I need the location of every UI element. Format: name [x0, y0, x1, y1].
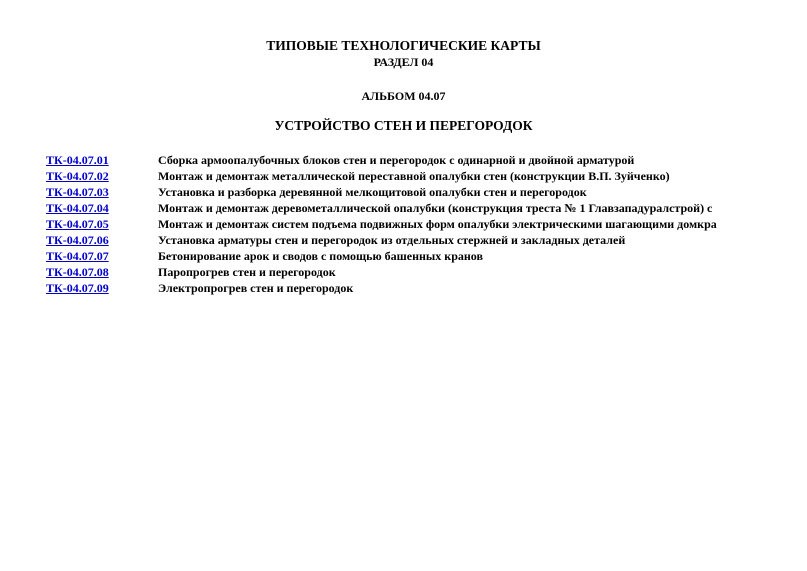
toc-link[interactable]: ТК-04.07.04: [46, 201, 109, 215]
document-header: [0, 38, 807, 69]
table-of-contents: [46, 152, 770, 296]
toc-description: Монтаж и демонтаж металлической переставной опалубки стен (конструкции В.П. Зуйченко): [158, 169, 670, 183]
main-title: ТИПОВЫЕ ТЕХНОЛОГИЧЕСКИЕ КАРТЫ: [266, 38, 541, 53]
toc-item: [46, 184, 770, 200]
toc-link[interactable]: ТК-04.07.07: [46, 249, 109, 263]
toc-item: [46, 152, 770, 168]
toc-item: [46, 216, 770, 232]
toc-description: Установка и разборка деревянной мелкощитовой опалубки стен и перегородок: [158, 185, 587, 199]
toc-link[interactable]: ТК-04.07.06: [46, 233, 109, 247]
toc-description: Установка арматуры стен и перегородок из отдельных стержней и закладных деталей: [158, 233, 626, 247]
toc-description: Монтаж и демонтаж систем подъема подвижных форм опалубки электрическими шагающими домкра: [158, 217, 717, 231]
toc-item: [46, 168, 770, 184]
album-title: АЛЬБОМ 04.07: [361, 89, 446, 103]
toc-item: [46, 232, 770, 248]
toc-item: [46, 248, 770, 264]
toc-description: Монтаж и демонтаж деревометаллической опалубки (конструкция треста № 1 Главзападуралстрой) с: [158, 201, 713, 215]
toc-link[interactable]: ТК-04.07.03: [46, 185, 109, 199]
toc-item: [46, 200, 770, 216]
toc-link[interactable]: ТК-04.07.09: [46, 281, 109, 295]
toc-description: Бетонирование арок и сводов с помощью башенных кранов: [158, 249, 483, 263]
toc-description: Сборка армоопалубочных блоков стен и перегородок с одинарной и двойной арматурой: [158, 153, 635, 167]
toc-description: Электропрогрев стен и перегородок: [158, 281, 354, 295]
toc-item: [46, 264, 770, 280]
toc-link[interactable]: ТК-04.07.05: [46, 217, 109, 231]
section-title: РАЗДЕЛ 04: [373, 55, 434, 69]
toc-link[interactable]: ТК-04.07.01: [46, 153, 109, 167]
toc-item: [46, 280, 770, 296]
toc-link[interactable]: ТК-04.07.02: [46, 169, 109, 183]
section-heading: УСТРОЙСТВО СТЕН И ПЕРЕГОРОДОК: [274, 118, 533, 133]
toc-description: Паропрогрев стен и перегородок: [158, 265, 336, 279]
toc-link[interactable]: ТК-04.07.08: [46, 265, 109, 279]
